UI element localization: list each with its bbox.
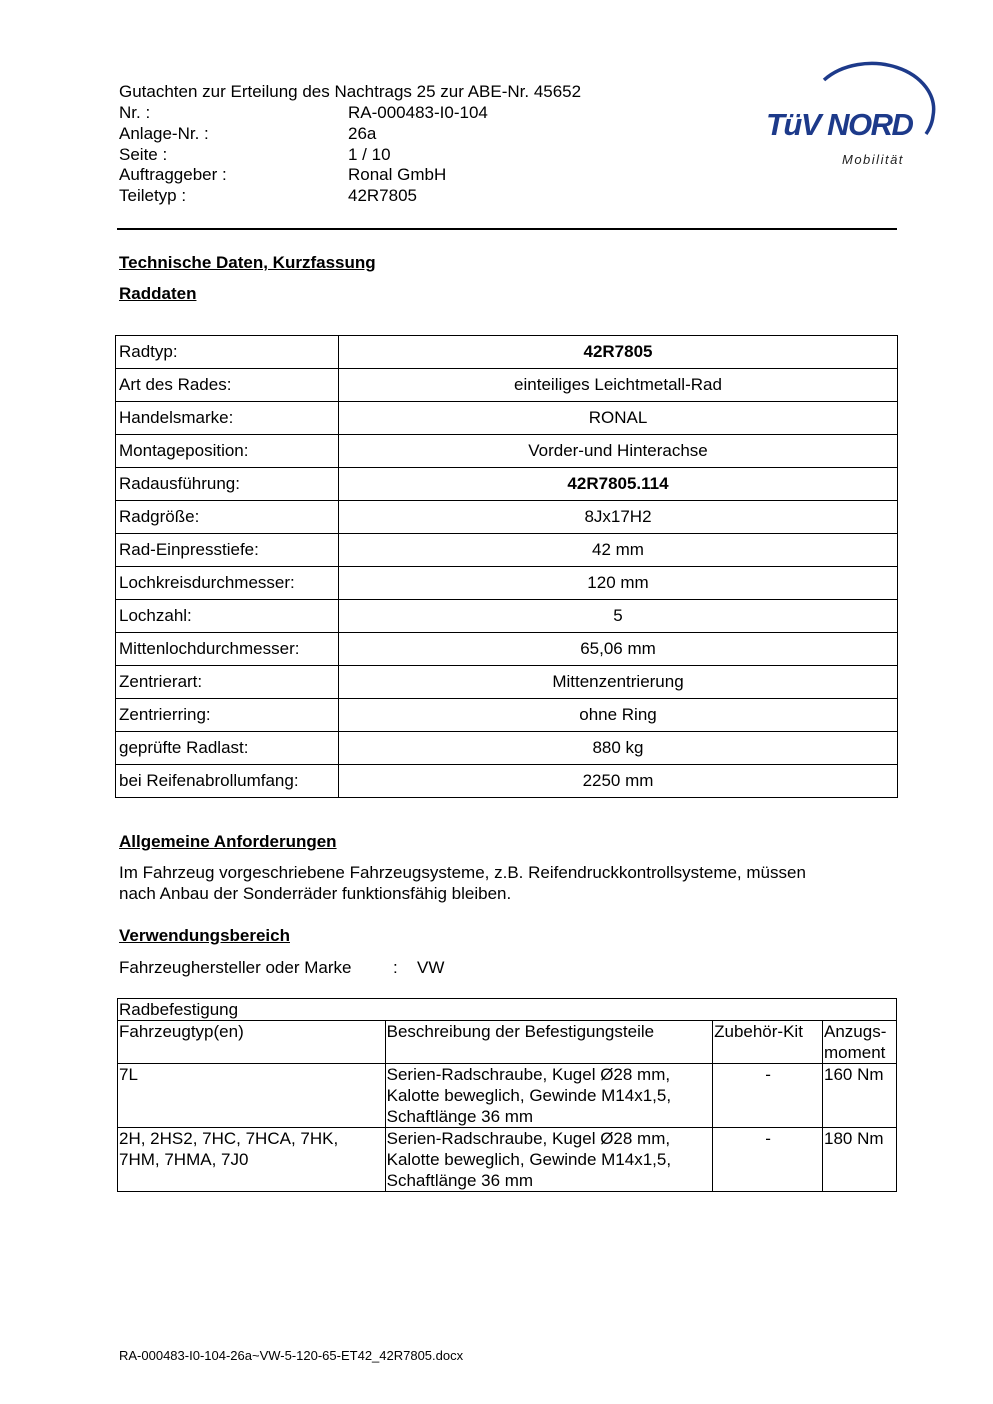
allgemeine-text-line: Im Fahrzeug vorgeschriebene Fahrzeugsysteme, z.B. Reifendruckkontrollsysteme, müssen [119,863,806,882]
logo-subtitle: Mobilität [842,152,904,167]
raddaten-value: Vorder-und Hinterachse [339,435,898,468]
hersteller-separator: : [393,958,398,977]
anzugsmoment-cell: 180 Nm [823,1128,897,1192]
document-title-text: Gutachten zur Erteilung des Nachtrags 25 zur ABE-Nr. 45652 [119,82,582,101]
fahrzeugtyp-line: 7HM, 7HMA, 7J0 [119,1150,249,1169]
header-key: Teiletyp : [119,186,187,205]
header-anzugsmoment [823,1021,897,1064]
table-row [116,666,898,699]
raddaten-value: Mittenzentrierung [339,666,898,699]
table-row [116,567,898,600]
hersteller-value: VW [417,958,445,977]
raddaten-label: Lochzahl: [116,600,339,633]
table-row [116,633,898,666]
header-zubehoer-kit: Zubehör-Kit [713,1021,823,1064]
heading-allgemeine-anforderungen: Allgemeine Anforderungen [119,832,337,851]
zubehoer-kit-cell: - [713,1064,823,1128]
hersteller-row [119,957,445,978]
header-value: 26a [348,124,377,143]
hersteller-label: Fahrzeughersteller oder Marke [119,958,352,977]
table-row [116,732,898,765]
fahrzeugtyp-line: 2H, 2HS2, 7HC, 7HCA, 7HK, [119,1129,339,1148]
table-row [116,765,898,798]
beschreibung-line: Serien-Radschraube, Kugel Ø28 mm, [386,1129,671,1148]
raddaten-value: RONAL [339,402,898,435]
befestigung-header-row [118,1021,897,1064]
header-key: Auftraggeber : [119,165,227,184]
table-row [116,600,898,633]
fahrzeugtyp-line: 7L [119,1065,138,1084]
zubehoer-kit-cell: - [713,1128,823,1192]
raddaten-value: 2250 mm [339,765,898,798]
raddaten-label: geprüfte Radlast: [116,732,339,765]
table-row [116,501,898,534]
header-divider [117,228,897,230]
beschreibung-line: Kalotte beweglich, Gewinde M14x1,5, [386,1086,672,1105]
table-row [116,369,898,402]
raddaten-label: Lochkreisdurchmesser: [116,567,339,600]
table-row [116,435,898,468]
beschreibung-line: Schaftlänge 36 mm [386,1107,534,1126]
tuv-nord-logo [760,58,945,173]
raddaten-value: 8Jx17H2 [339,501,898,534]
heading-technische-daten: Technische Daten, Kurzfassung [119,253,376,272]
svg-text:TüV NORD: TüV NORD [766,107,913,142]
table-row [118,1064,897,1128]
header-value: 1 / 10 [348,145,391,164]
header-key: Anlage-Nr. : [119,124,209,143]
raddaten-label: Art des Rades: [116,369,339,402]
header-key: Nr. : [119,103,151,122]
fahrzeugtyp-cell [118,1064,386,1128]
table-row [116,468,898,501]
header-value: RA-000483-I0-104 [348,103,488,122]
allgemeine-text-line: nach Anbau der Sonderräder funktionsfähig bleiben. [119,884,512,903]
beschreibung-line: Serien-Radschraube, Kugel Ø28 mm, [386,1065,671,1084]
befestigung-title: Radbefestigung [118,999,897,1021]
document-title [119,81,581,102]
raddaten-label: bei Reifenabrollumfang: [116,765,339,798]
header-anzugsmoment-line: moment [824,1043,886,1062]
heading-raddaten: Raddaten [119,284,197,303]
table-row [116,534,898,567]
table-row [118,1128,897,1192]
beschreibung-cell [385,1128,712,1192]
table-row [116,699,898,732]
raddaten-value: 120 mm [339,567,898,600]
raddaten-table [115,335,898,798]
raddaten-value: 5 [339,600,898,633]
befestigung-table [117,998,897,1192]
table-row [116,402,898,435]
raddaten-label: Handelsmarke: [116,402,339,435]
raddaten-label: Radtyp: [116,336,339,369]
header-anzugsmoment-line: Anzugs- [824,1022,887,1041]
raddaten-value: 42 mm [339,534,898,567]
raddaten-label: Rad-Einpresstiefe: [116,534,339,567]
anzugsmoment-cell: 160 Nm [823,1064,897,1128]
raddaten-label: Zentrierring: [116,699,339,732]
header-key: Seite : [119,145,168,164]
raddaten-value: ohne Ring [339,699,898,732]
raddaten-value: 65,06 mm [339,633,898,666]
header-fahrzeugtyp: Fahrzeugtyp(en) [118,1021,386,1064]
raddaten-label: Radausführung: [116,468,339,501]
beschreibung-cell [385,1064,712,1128]
raddaten-label: Mittenlochdurchmesser: [116,633,339,666]
raddaten-label: Zentrierart: [116,666,339,699]
beschreibung-line: Kalotte beweglich, Gewinde M14x1,5, [386,1150,672,1169]
raddaten-label: Montageposition: [116,435,339,468]
raddaten-value: 42R7805.114 [339,468,898,501]
befestigung-title-row [118,999,897,1021]
raddaten-value: einteiliges Leichtmetall-Rad [339,369,898,402]
allgemeine-text [119,862,899,904]
beschreibung-line: Schaftlänge 36 mm [386,1171,534,1190]
raddaten-label: Radgröße: [116,501,339,534]
footer-filename: RA-000483-I0-104-26a~VW-5-120-65-ET42_42R7805.docx [119,1348,464,1363]
header-value: Ronal GmbH [348,165,447,184]
raddaten-value: 880 kg [339,732,898,765]
heading-verwendungsbereich: Verwendungsbereich [119,926,290,945]
header-value: 42R7805 [348,186,418,205]
table-row [116,336,898,369]
raddaten-value: 42R7805 [339,336,898,369]
fahrzeugtyp-cell [118,1128,386,1192]
header-beschreibung: Beschreibung der Befestigungsteile [385,1021,712,1064]
